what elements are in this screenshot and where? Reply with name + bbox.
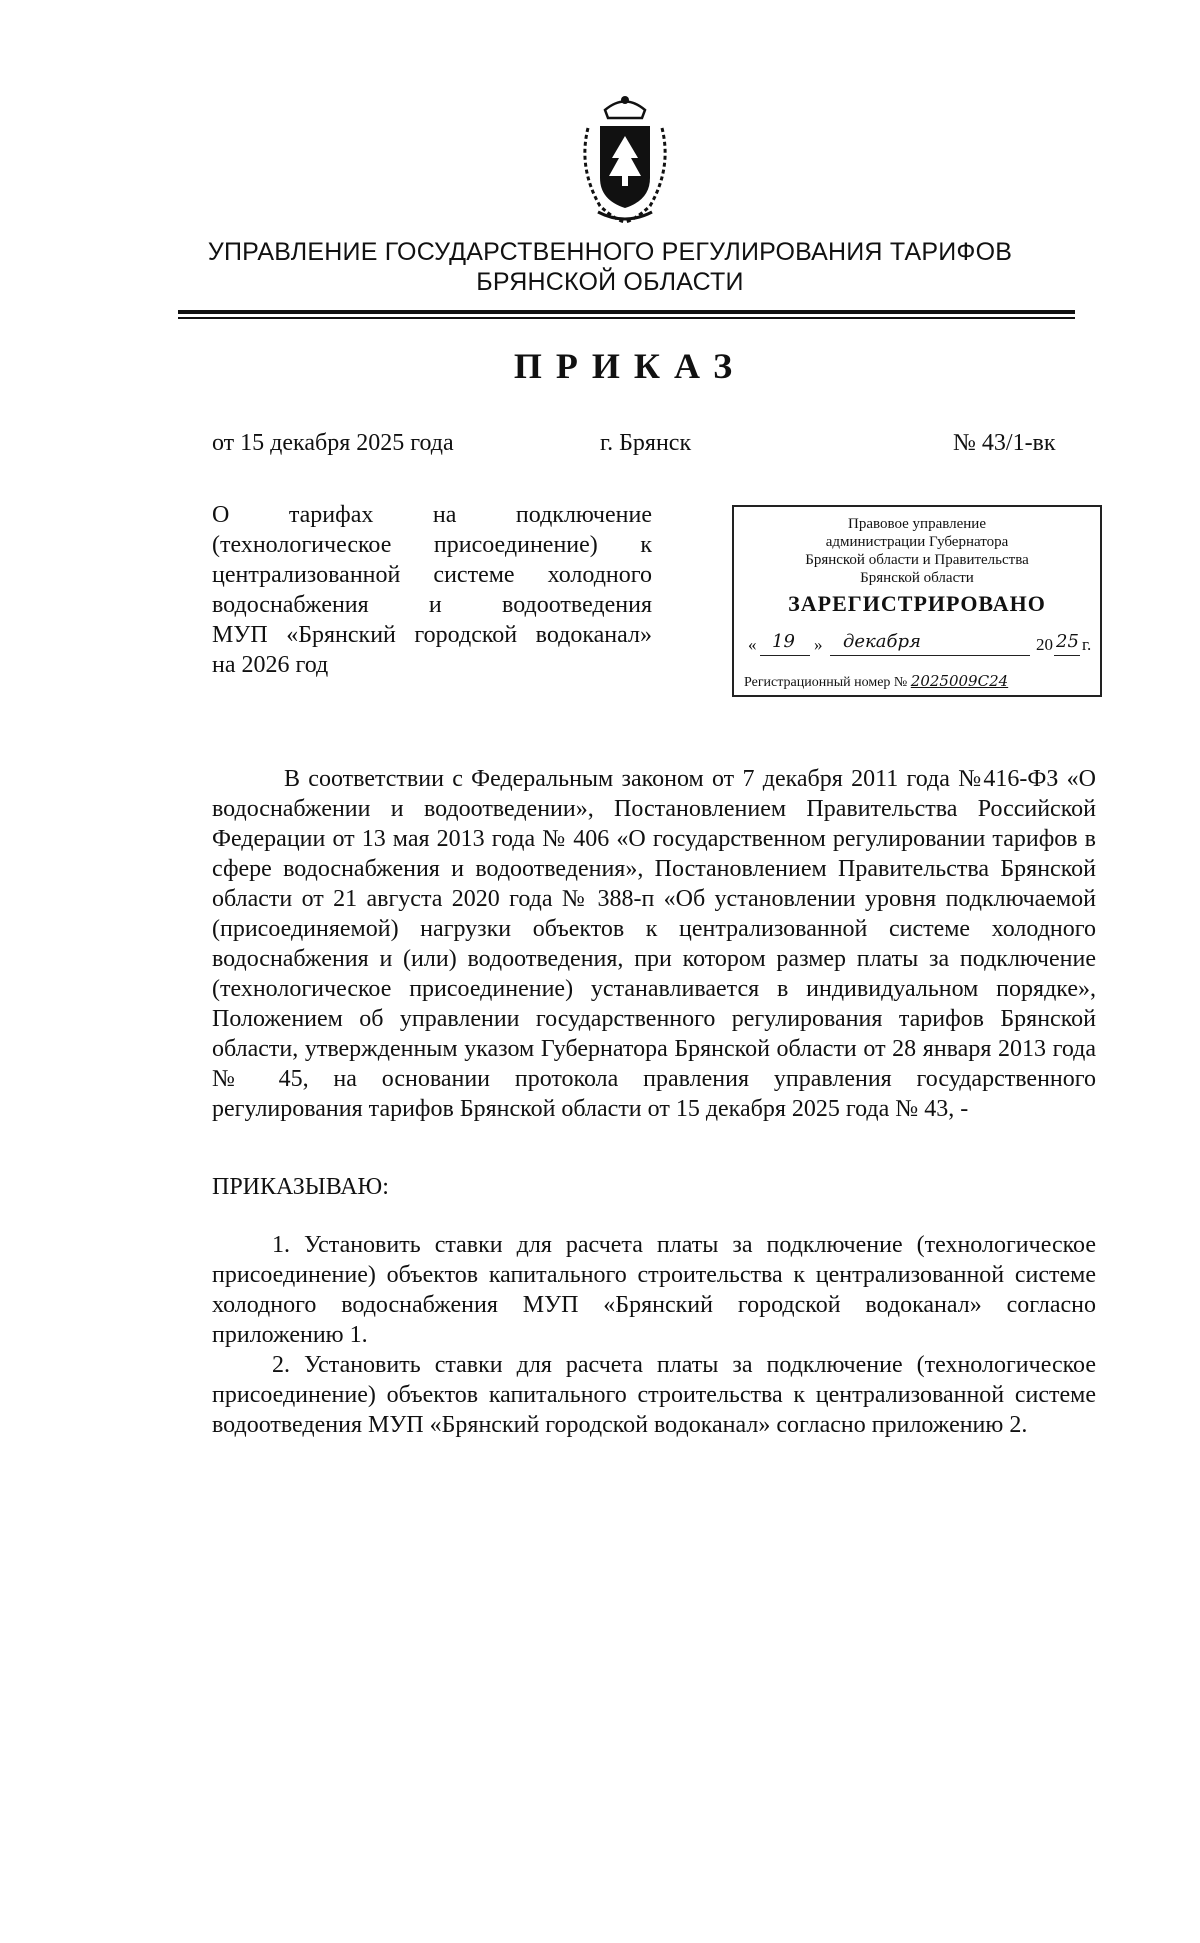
subject-line: О тарифах на подключение [212,502,652,528]
stamp-date: « 19 » декабря 20 25 г. [748,631,1092,654]
stamp-line: Брянской области [860,570,974,586]
preamble-paragraph [212,764,1096,1124]
document-date: от 15 декабря 2025 года [212,430,454,456]
subject-line: централизованной системе холодного [212,562,652,588]
stamp-day: 19 [772,631,795,652]
stamp-line: администрации Губернатора [825,534,1009,550]
order-item: 1. Установить ставки для расчета платы за подключение (технологическое присоединение) объектов капитального строительства к централизованной системе холодного водоснабжения МУП «Брянский городской водоканал» согласно приложению 1. [212,1232,1096,1348]
stamp-line: Правовое управление [848,516,986,532]
coat-of-arms-icon [570,88,680,228]
subject-line: МУП «Брянский городской водоканал» [212,622,652,648]
orders-label: ПРИКАЗЫВАЮ: [212,1174,389,1200]
stamp-line: Брянской области и Правительства [805,552,1029,568]
stamp-year-suffix: 25 [1056,631,1079,652]
subject-line: водоснабжения и водоотведения [212,592,652,618]
org-name-line2: БРЯНСКОЙ ОБЛАСТИ [476,268,744,296]
header-divider-thick [178,310,1075,314]
registration-stamp [732,505,1102,697]
stamp-reg-number: 2025009С24 [910,672,1009,690]
stamp-year-prefix: 20 [1036,635,1053,654]
subject-line: на 2026 год [212,652,329,678]
document-title: ПРИКАЗ [513,346,747,386]
stamp-status: ЗАРЕГИСТРИРОВАНО [788,591,1046,616]
order-items [212,1230,1096,1440]
stamp-month: декабря [843,631,921,652]
document-number: № 43/1-вк [953,430,1056,456]
stamp-registration [744,672,1092,691]
subject-line: (технологическое присоединение) к [212,532,652,558]
org-name-line1: УПРАВЛЕНИЕ ГОСУДАРСТВЕННОГО РЕГУЛИРОВАНИЯ ТАРИФОВ [207,238,1013,266]
document-subject [212,500,652,680]
stamp-year-end: г. [1082,635,1092,654]
preamble-text: В соответствии с Федеральным законом от 7 декабря 2011 года №416-ФЗ «О водоснабжении и водоотведении», Постановлением Правительства Российской Федерации от 13 мая 2013 года № 406 «О государственном регулировании тарифов в сфере водоснабжения и водоотведения», Постановлением Правительства Брянской области от 21 августа 2020 года № 388-п «Об установлении уровня подключаемой (присоединяемой) нагрузки объектов к централизованной системе холодного водоснабжения и (или) водоотведения, при котором размер платы за подключение (технологическое присоединение) устанавливается в индивидуальном порядке», Положением об управлении государственного регулирования тарифов Брянской области, утвержденным указом Губернатора Брянской области от 28 января 2013 года № 45, на основании протокола правления управления государственного регулирования тарифов Брянской области от 15 декабря 2025 года № 43, - [212,766,1096,1122]
stamp-reg-label: Регистрационный номер № [744,675,908,690]
order-item: 2. Установить ставки для расчета платы за подключение (технологическое присоединение) объектов капитального строительства к централизованной системе водоотведения МУП «Брянский городской водоканал» согласно приложению 2. [212,1352,1096,1438]
document-city: г. Брянск [600,430,692,456]
header-divider-thin [178,317,1075,319]
